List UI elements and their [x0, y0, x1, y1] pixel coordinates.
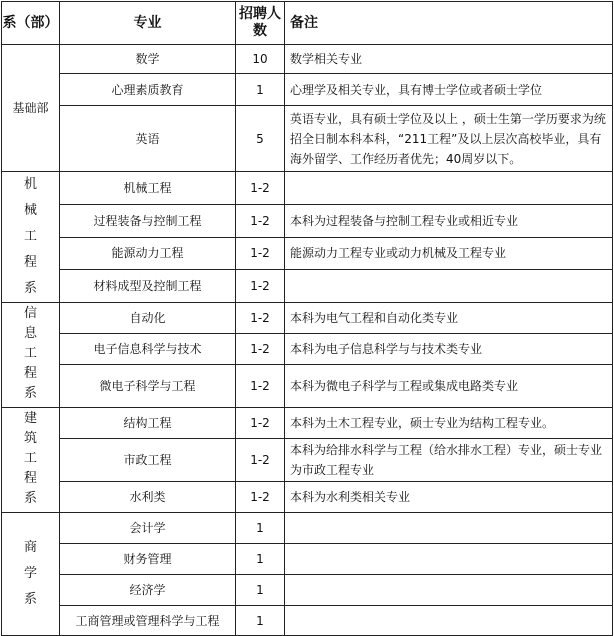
note-cell: 本科为过程装备与控制工程专业或相近专业 — [285, 204, 613, 237]
table-row — [2, 439, 613, 482]
note-cell: 数学相关专业 — [285, 45, 613, 74]
count-cell: 1 — [236, 575, 285, 606]
note-cell: 本科为微电子科学与工程或集成电路类专业 — [285, 365, 613, 408]
table-row — [2, 482, 613, 513]
table-row — [2, 172, 613, 205]
note-cell: 本科为电气工程和自动化类专业 — [285, 303, 613, 334]
note-cell: 本科为电子信息科学与与技术类专业 — [285, 334, 613, 365]
major-cell: 结构工程 — [60, 408, 236, 439]
table-row — [2, 334, 613, 365]
header-row — [2, 2, 613, 45]
note-cell — [285, 513, 613, 544]
count-cell: 1-2 — [236, 408, 285, 439]
major-cell: 微电子科学与工程 — [60, 365, 236, 408]
count-cell: 1 — [236, 513, 285, 544]
dept-name-vertical: 机械工程系 — [23, 177, 37, 296]
count-cell: 1-2 — [236, 270, 285, 303]
major-cell: 材料成型及控制工程 — [60, 270, 236, 303]
table-row — [2, 303, 613, 334]
count-cell: 1-2 — [236, 365, 285, 408]
table-row — [2, 513, 613, 544]
header-note: 备注 — [285, 2, 613, 45]
note-cell — [285, 172, 613, 205]
note-cell: 能源动力工程专业或动力机械及工程专业 — [285, 237, 613, 270]
header-dept: 系（部） — [2, 2, 60, 45]
note-cell: 本科为给排水科学与工程（给水排水工程）专业，硕士专业为市政工程专业 — [285, 439, 613, 482]
dept-name-vertical: 商学系 — [23, 540, 37, 607]
count-cell: 1 — [236, 544, 285, 575]
major-cell: 经济学 — [60, 575, 236, 606]
major-cell: 能源动力工程 — [60, 237, 236, 270]
note-cell: 本科为水利类相关专业 — [285, 482, 613, 513]
table-row — [2, 365, 613, 408]
count-cell: 1 — [236, 74, 285, 106]
note-cell: 英语专业，具有硕士学位及以上 ，硕士生第一学历要求为统招全日制本科本科，“211工程”及以上层次高校毕业，具有海外留学、工作经历者优先；40周岁以下。 — [285, 106, 613, 172]
dept-cell — [2, 172, 60, 303]
count-cell: 1-2 — [236, 172, 285, 205]
dept-name-vertical: 建筑工程系 — [23, 410, 37, 506]
table-row — [2, 74, 613, 106]
major-cell: 自动化 — [60, 303, 236, 334]
count-cell: 1-2 — [236, 439, 285, 482]
count-cell: 1-2 — [236, 237, 285, 270]
major-cell: 水利类 — [60, 482, 236, 513]
major-cell: 财务管理 — [60, 544, 236, 575]
count-cell: 1 — [236, 606, 285, 636]
note-cell: 心理学及相关专业，具有博士学位或者硕士学位 — [285, 74, 613, 106]
table-row — [2, 544, 613, 575]
table-row — [2, 45, 613, 74]
count-cell: 1-2 — [236, 482, 285, 513]
major-cell: 会计学 — [60, 513, 236, 544]
major-cell: 电子信息科学与技术 — [60, 334, 236, 365]
count-cell: 10 — [236, 45, 285, 74]
recruitment-table — [1, 1, 613, 636]
note-cell — [285, 270, 613, 303]
table-row — [2, 204, 613, 237]
header-count: 招聘人数 — [236, 2, 285, 45]
dept-cell: 基础部 — [2, 45, 60, 172]
major-cell: 心理素质教育 — [60, 74, 236, 106]
dept-name-vertical: 信息工程系 — [23, 305, 37, 401]
table-row — [2, 575, 613, 606]
major-cell: 市政工程 — [60, 439, 236, 482]
note-cell — [285, 544, 613, 575]
note-cell — [285, 575, 613, 606]
dept-cell — [2, 303, 60, 408]
note-cell: 本科为土木工程专业，硕士专业为结构工程专业。 — [285, 408, 613, 439]
major-cell: 过程装备与控制工程 — [60, 204, 236, 237]
dept-cell — [2, 408, 60, 513]
table-row — [2, 270, 613, 303]
table-row — [2, 606, 613, 636]
major-cell: 数学 — [60, 45, 236, 74]
major-cell: 机械工程 — [60, 172, 236, 205]
major-cell: 英语 — [60, 106, 236, 172]
table-row — [2, 408, 613, 439]
major-cell: 工商管理或管理科学与工程 — [60, 606, 236, 636]
table-row — [2, 106, 613, 172]
dept-cell — [2, 513, 60, 636]
header-major: 专业 — [60, 2, 236, 45]
count-cell: 5 — [236, 106, 285, 172]
count-cell: 1-2 — [236, 303, 285, 334]
note-cell — [285, 606, 613, 636]
table-row — [2, 237, 613, 270]
count-cell: 1-2 — [236, 204, 285, 237]
count-cell: 1-2 — [236, 334, 285, 365]
